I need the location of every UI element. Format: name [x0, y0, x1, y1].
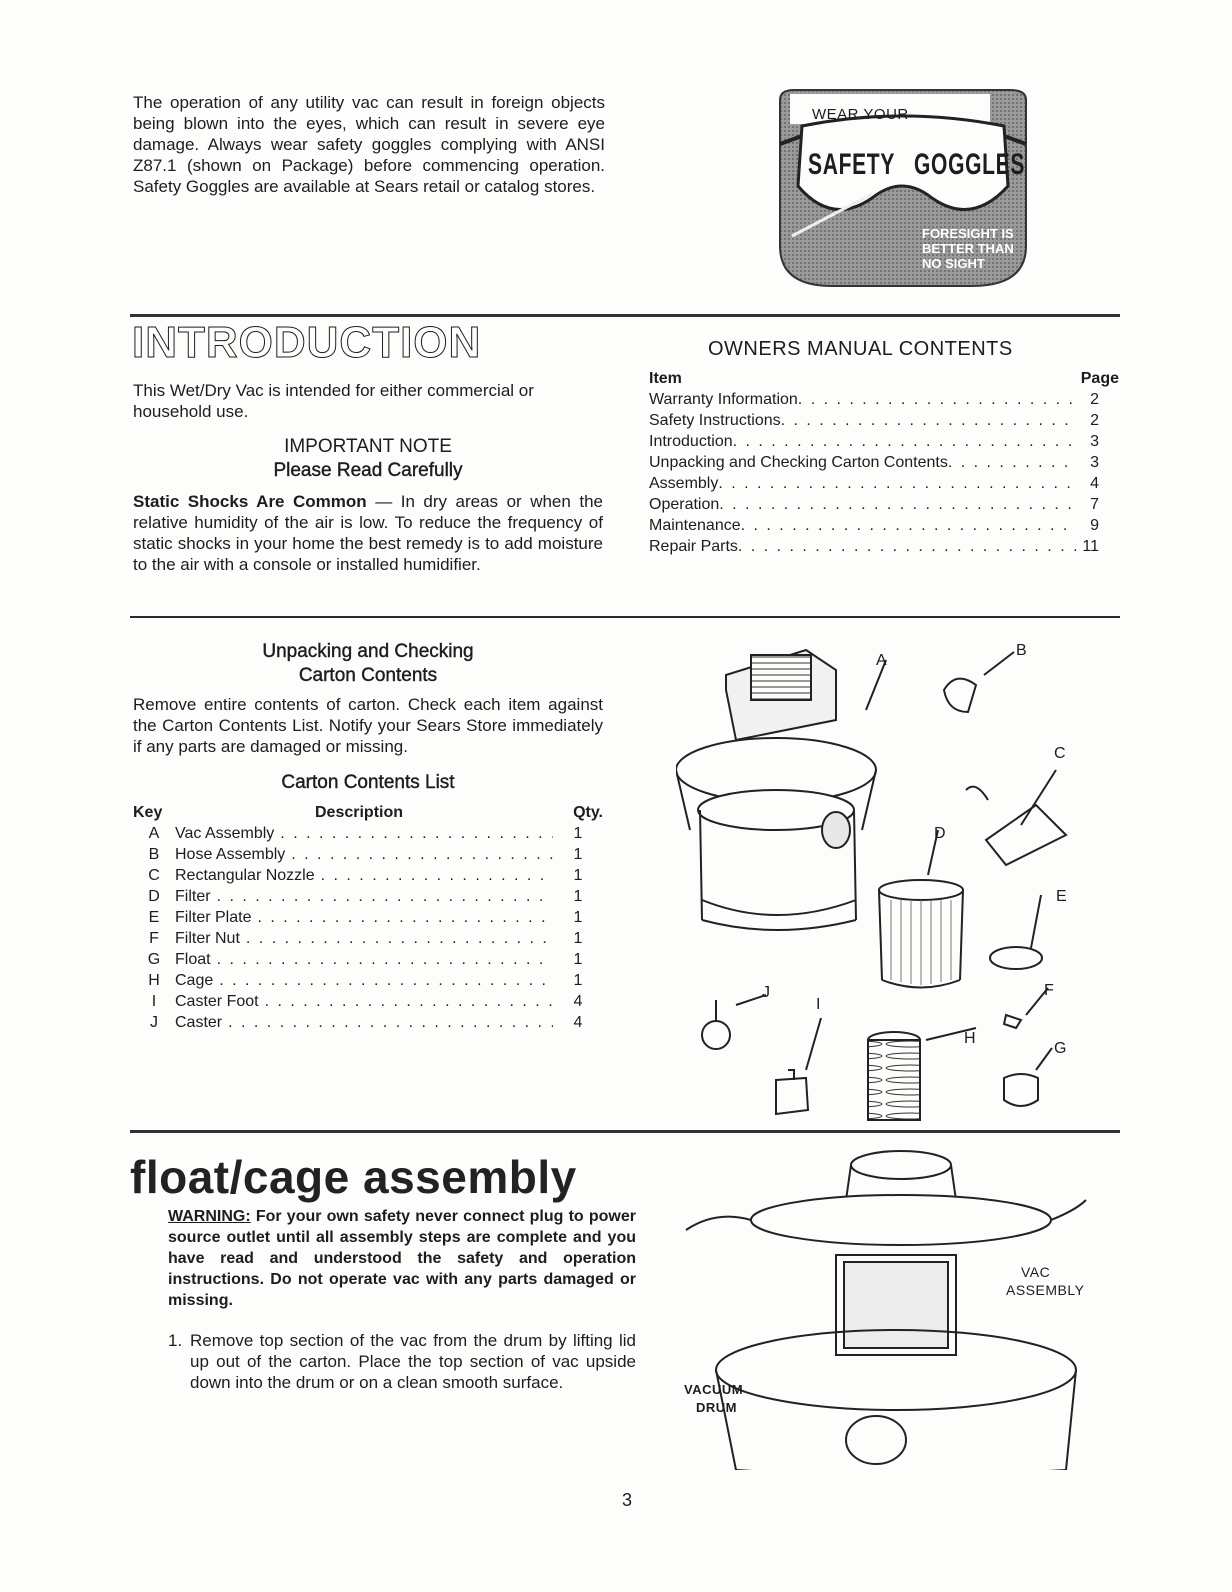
carton-description: Caster — [175, 1014, 223, 1031]
contents-col-page: Page — [1080, 370, 1119, 387]
contents-item: Maintenance — [649, 517, 741, 534]
badge-safety-word: SAFETY — [808, 148, 896, 181]
contents-row — [649, 452, 1099, 473]
unpacking-heading — [133, 640, 603, 688]
float-cage-heading: float/cage assembly — [130, 1151, 577, 1203]
carton-key: G — [147, 951, 161, 968]
leader-dots — [321, 865, 553, 886]
carton-description: Float — [175, 951, 211, 968]
carton-key: A — [148, 825, 160, 842]
carton-row — [133, 865, 603, 886]
badge-goggles-word: GOGGLES — [914, 148, 1026, 181]
carton-row — [133, 1012, 603, 1033]
carton-qty: 4 — [573, 1014, 583, 1031]
badge-slogan-line-2: BETTER THAN — [922, 241, 1014, 256]
carton-row — [133, 823, 603, 844]
parts-drawing — [676, 630, 1116, 1130]
safety-goggles-badge — [772, 86, 1032, 288]
carton-description: Vac Assembly — [175, 825, 275, 842]
carton-rows — [133, 823, 603, 1033]
section-divider — [130, 616, 1120, 618]
part-label-i: I — [816, 996, 821, 1013]
part-label-b: B — [1016, 642, 1027, 659]
carton-key: H — [148, 972, 160, 989]
contents-row — [649, 389, 1099, 410]
leader-dots — [741, 515, 1077, 536]
manual-contents-table — [649, 368, 1119, 557]
unpacking-heading-line-1: Unpacking and Checking — [262, 641, 474, 662]
leader-dots — [228, 1012, 553, 1033]
carton-row — [133, 928, 603, 949]
warning-text: For your own safety never connect plug to power source outlet until all assembly steps are complete and you have read and understood the safety and operation instructions. Do not operate vac with any parts damaged or missing. — [168, 1208, 636, 1309]
please-read-heading: Please Read Carefully — [273, 460, 463, 481]
part-label-a: A — [876, 652, 887, 669]
carton-key: F — [149, 930, 159, 947]
carton-qty: 4 — [573, 993, 583, 1010]
leader-dots — [246, 928, 553, 949]
contents-page: 7 — [1090, 496, 1099, 513]
carton-qty: 1 — [573, 825, 583, 842]
label-vacuum: VACUUM — [684, 1382, 744, 1397]
leader-dots — [217, 886, 553, 907]
contents-row — [649, 431, 1099, 452]
contents-page: 3 — [1090, 433, 1099, 450]
page-number: 3 — [622, 1490, 633, 1510]
carton-row — [133, 886, 603, 907]
introduction-body: This Wet/Dry Vac is intended for either commercial or household use. — [133, 381, 534, 421]
leader-dots — [265, 991, 553, 1012]
carton-qty: 1 — [573, 930, 583, 947]
manual-contents-heading: OWNERS MANUAL CONTENTS — [708, 338, 1013, 360]
part-label-f: F — [1044, 982, 1054, 999]
static-shocks-paragraph — [133, 491, 603, 575]
contents-page: 4 — [1090, 475, 1099, 492]
carton-description: Filter — [175, 888, 211, 905]
carton-header-row — [133, 802, 603, 823]
contents-rows — [649, 389, 1099, 557]
label-drum: DRUM — [696, 1400, 737, 1415]
leader-dots — [948, 452, 1077, 473]
static-shocks-body: — In dry areas or when the relative humidity of the air is low. To reduce the frequency of static shocks in your home the best remedy is to add moisture to the air with a console or installed humidifier. — [133, 492, 603, 574]
carton-key: C — [148, 867, 160, 884]
contents-row — [649, 536, 1099, 557]
carton-row — [133, 991, 603, 1012]
carton-qty: 1 — [573, 951, 583, 968]
step-1-text: Remove top section of the vac from the drum by lifting lid up out of the carton. Place the top section of vac upside down into the drum or on a clean smooth surface. — [190, 1331, 636, 1392]
carton-row — [133, 949, 603, 970]
contents-page: 2 — [1090, 391, 1099, 408]
carton-description: Rectangular Nozzle — [175, 867, 315, 884]
carton-description: Hose Assembly — [175, 846, 286, 863]
step-1 — [168, 1330, 636, 1393]
badge-slogan-line-1: FORESIGHT IS — [922, 226, 1014, 241]
warning-label: WARNING: — [168, 1208, 251, 1225]
leader-dots — [257, 907, 553, 928]
unpacking-heading-line-2: Carton Contents — [298, 665, 438, 686]
leader-dots — [733, 431, 1077, 452]
goggles-warning-text: The operation of any utility vac can result in foreign objects being blown into the eyes, which can result in severe eye damage. Always wear safety goggles complying with ANSI Z87.1 (shown on Package) before commencing operation. Safety Goggles are available at Sears retail or catalog stores. — [133, 93, 605, 196]
assembly-warning — [168, 1206, 636, 1311]
badge-top-text: WEAR YOUR — [812, 106, 909, 123]
contents-item: Safety Instructions — [649, 412, 781, 429]
carton-key: D — [148, 888, 160, 905]
contents-item: Assembly — [649, 475, 719, 492]
contents-page: 11 — [1082, 538, 1099, 555]
contents-row — [649, 410, 1099, 431]
contents-item: Repair Parts — [649, 538, 738, 555]
static-shocks-lead: Static Shocks Are Common — [133, 492, 367, 511]
part-label-g: G — [1054, 1040, 1067, 1057]
part-label-d: D — [934, 825, 946, 842]
carton-key: E — [148, 909, 160, 926]
contents-page: 3 — [1090, 454, 1099, 471]
carton-description: Filter Plate — [175, 909, 252, 926]
leader-dots — [219, 970, 553, 991]
carton-contents-table — [133, 802, 603, 1033]
section-divider — [130, 314, 1120, 317]
carton-col-description: Description — [315, 804, 404, 821]
carton-description: Filter Nut — [175, 930, 240, 947]
parts-illustration — [676, 630, 1116, 1130]
leader-dots — [798, 389, 1077, 410]
contents-col-item: Item — [649, 370, 682, 387]
carton-description: Caster Foot — [175, 993, 259, 1010]
leader-dots — [719, 494, 1077, 515]
part-label-h: H — [964, 1030, 976, 1047]
leader-dots — [280, 823, 553, 844]
badge-slogan — [922, 226, 1014, 271]
contents-page: 2 — [1090, 412, 1099, 429]
assembly-drawing — [676, 1140, 1096, 1470]
leader-dots — [718, 473, 1077, 494]
unpacking-body: Remove entire contents of carton. Check each item against the Carton Contents List. Notify your Sears Store immediately if any parts are damaged or missing. — [133, 695, 603, 756]
section-divider — [130, 1130, 1120, 1133]
contents-item: Unpacking and Checking Carton Contents — [649, 454, 948, 471]
contents-item: Introduction — [649, 433, 733, 450]
assembly-illustration — [676, 1140, 1096, 1470]
important-note-heading: IMPORTANT NOTE — [284, 436, 452, 457]
contents-item: Operation — [649, 496, 720, 513]
badge-slogan-line-3: NO SIGHT — [922, 256, 985, 271]
carton-col-qty: Qty. — [573, 804, 603, 821]
label-assembly: ASSEMBLY — [1006, 1282, 1085, 1298]
carton-col-key: Key — [133, 804, 163, 821]
carton-row — [133, 970, 603, 991]
contents-page: 9 — [1090, 517, 1099, 534]
step-1-number: 1. — [168, 1331, 183, 1350]
carton-key: J — [150, 1014, 158, 1031]
contents-row — [649, 494, 1099, 515]
contents-item: Warranty Information — [649, 391, 798, 408]
part-label-e: E — [1056, 888, 1067, 905]
leader-dots — [217, 949, 553, 970]
contents-row — [649, 515, 1099, 536]
leader-dots — [781, 410, 1077, 431]
carton-row — [133, 844, 603, 865]
label-vac: VAC — [1021, 1264, 1051, 1280]
carton-key: B — [148, 846, 160, 863]
contents-row — [649, 473, 1099, 494]
leader-dots — [291, 844, 553, 865]
introduction-heading: INTRODUCTION — [132, 318, 482, 367]
carton-key: I — [151, 993, 157, 1010]
part-label-j: J — [762, 984, 770, 1001]
leader-dots — [738, 536, 1077, 557]
contents-header-row — [649, 368, 1119, 389]
carton-list-heading: Carton Contents List — [281, 772, 455, 793]
carton-qty: 1 — [573, 972, 583, 989]
part-label-c: C — [1054, 745, 1066, 762]
carton-qty: 1 — [573, 846, 583, 863]
carton-qty: 1 — [573, 909, 583, 926]
carton-qty: 1 — [573, 867, 583, 884]
carton-row — [133, 907, 603, 928]
carton-description: Cage — [175, 972, 214, 989]
carton-qty: 1 — [573, 888, 583, 905]
